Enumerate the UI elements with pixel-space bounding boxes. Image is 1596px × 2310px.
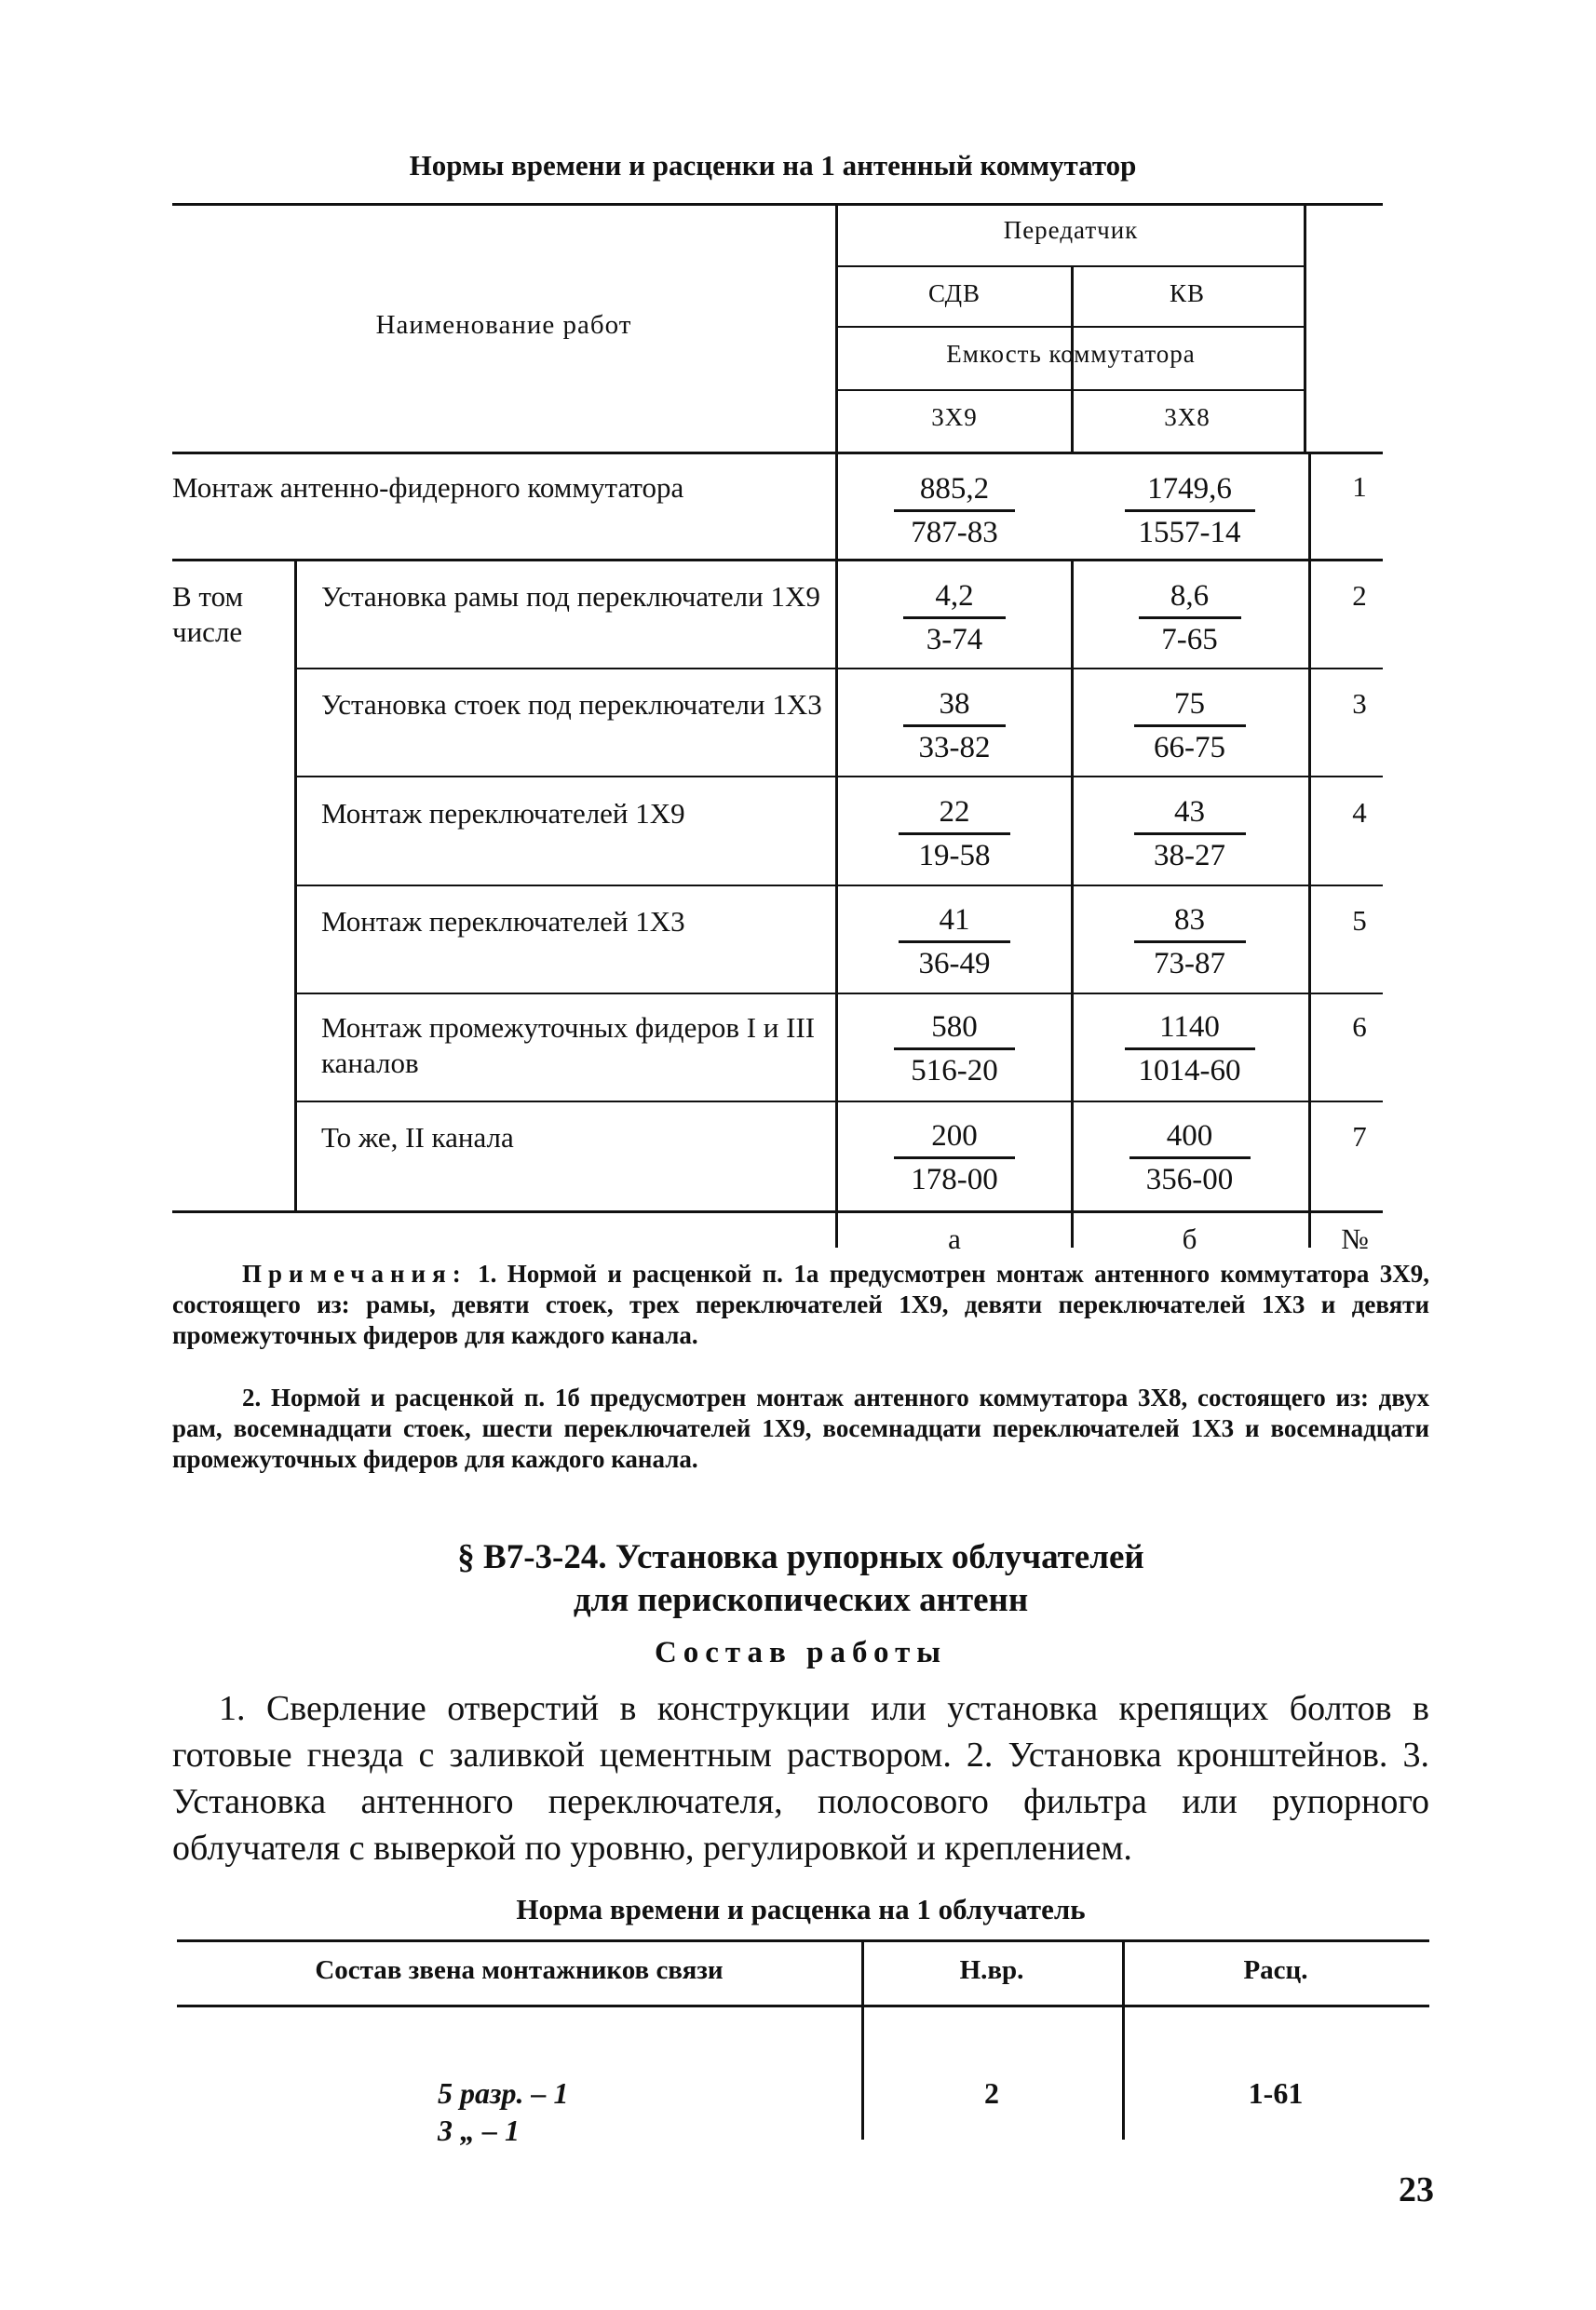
value-rate: 516-20 [911, 1054, 998, 1087]
table2-col2: Н.вр. [959, 1955, 1024, 1985]
fraction-bar [894, 509, 1015, 512]
value-rate: 33-82 [918, 731, 991, 764]
row-a [838, 685, 1071, 766]
table1-top-rule [172, 203, 1383, 206]
value-rate: 19-58 [918, 839, 991, 872]
table1-header-rule [172, 452, 1383, 454]
incl-label: В том числе [172, 580, 244, 648]
section-title-line2: для перископических антенн [573, 1581, 1029, 1619]
header-cap-a: 3Х9 [931, 403, 978, 431]
row-a [838, 901, 1071, 982]
header-work-name: Наименование работ [375, 310, 632, 340]
value-norm: 1140 [1159, 1010, 1220, 1044]
row-a [838, 793, 1071, 874]
fraction-bar [894, 1156, 1015, 1159]
fraction-bar [1129, 1156, 1251, 1159]
value-norm: 8,6 [1170, 579, 1210, 613]
row-number: 3 [1352, 687, 1367, 720]
fraction-bar [899, 940, 1010, 943]
table1-title: Нормы времени и расценки на 1 антенный коммутатор [409, 149, 1137, 182]
table2-col3: Расц. [1243, 1955, 1308, 1985]
notes-label: Примечания: [242, 1260, 467, 1288]
section-title-line1: § В7-3-24. Установка рупорных облучателей [457, 1538, 1144, 1576]
table2-title: Норма времени и расценка на 1 облучатель [516, 1893, 1086, 1925]
value-norm: 43 [1174, 795, 1205, 829]
table1-bottom-rule [172, 1210, 1383, 1213]
rule [1304, 205, 1306, 454]
row-number: 5 [1352, 904, 1367, 937]
row-a [838, 577, 1071, 658]
footer-b: б [1182, 1223, 1197, 1255]
table2-top-rule [177, 1939, 1429, 1942]
row-number: 2 [1352, 579, 1367, 612]
value-rate: 36-49 [918, 947, 991, 980]
rule [296, 1101, 1383, 1102]
value-norm: 400 [1166, 1119, 1213, 1153]
value-norm: 200 [931, 1119, 978, 1153]
fraction-bar [1134, 940, 1246, 943]
rule [296, 668, 1383, 669]
fraction-bar [903, 724, 1006, 727]
row-label: Монтаж переключателей 1Х3 [321, 905, 685, 938]
row-b [1071, 685, 1308, 766]
work-text: 1. Сверление отверстий в конструкции или установка крепящих болтов в готовые гнезда с заливкой цементным раствором. 2. Установка кронштейнов. 3. Установка антенного переключателя, полосового фильтра или рупорного облучателя с выверкой по уровню, регулировкой и креплением. [172, 1689, 1429, 1868]
row-number: 7 [1352, 1120, 1367, 1153]
value-norm: 75 [1174, 687, 1205, 721]
row-number: 1 [1352, 470, 1367, 503]
crew-line1: 5 разр. – 1 [438, 2076, 569, 2110]
row-a [838, 1117, 1071, 1198]
footer-a: а [948, 1223, 961, 1255]
value-rate: 66-75 [1154, 731, 1225, 764]
header-transmitter: Передатчик [1003, 216, 1139, 244]
value-rate: 3-74 [926, 623, 983, 656]
row-label: Установка стоек под переключатели 1Х3 [321, 688, 822, 721]
table2-norm: 2 [984, 2076, 999, 2110]
work-heading: Состав работы [654, 1636, 948, 1669]
row-b [1071, 577, 1308, 658]
header-sdv: СДВ [927, 279, 981, 307]
rule [296, 885, 1383, 886]
main-row-b [1071, 470, 1308, 551]
col-no-left-rule [1308, 454, 1311, 1248]
fraction-bar [1125, 509, 1255, 512]
row-b [1071, 1117, 1308, 1198]
table2-rate: 1-61 [1248, 2076, 1304, 2110]
fraction-bar [899, 832, 1010, 835]
fraction-bar [1139, 616, 1241, 619]
row-b [1071, 793, 1308, 874]
main-row-label: Монтаж антенно-фидерного коммутатора [172, 471, 684, 504]
value-norm: 22 [939, 795, 970, 829]
table2-header-rule [177, 2005, 1429, 2007]
note-1 [172, 1259, 1429, 1351]
rule [296, 993, 1383, 994]
value-rate: 356-00 [1145, 1163, 1234, 1196]
row-b [1071, 901, 1308, 982]
row-label: Установка рамы под переключатели 1Х9 [321, 580, 820, 613]
row-label: Монтаж переключателей 1Х9 [321, 797, 685, 830]
fraction-bar [903, 616, 1006, 619]
value-norm: 83 [1174, 903, 1205, 937]
value-norm: 38 [939, 687, 970, 721]
footer-no: № [1341, 1223, 1369, 1255]
rule [296, 776, 1383, 777]
value-rate: 1557-14 [1138, 516, 1241, 549]
row-label: Монтаж промежуточных фидеров I и III каналов [321, 1011, 816, 1079]
row-a [838, 1008, 1071, 1089]
value-rate: 38-27 [1154, 839, 1225, 872]
row-label: То же, II канала [321, 1121, 514, 1154]
rule [172, 559, 1383, 561]
crew-line2: 3 „ – 1 [438, 2114, 520, 2147]
fraction-bar [1134, 724, 1246, 727]
value-rate: 787-83 [911, 516, 998, 549]
note-1-text: 1. Нормой и расценкой п. 1а предусмотрен монтаж антенного коммутатора 3Х9, состоящего из: рамы, девяти стоек, трех переключателей 1Х9, девяти переключателей 1Х3 и девяти промежуточных фидеров для каждого канала. [172, 1260, 1429, 1349]
value-rate: 73-87 [1154, 947, 1225, 980]
incl-rule [294, 559, 297, 1210]
value-rate: 7-65 [1161, 623, 1218, 656]
table2-col1: Состав звена монтажников связи [315, 1955, 724, 1985]
value-norm: 1749,6 [1147, 472, 1232, 506]
fraction-bar [1134, 832, 1246, 835]
value-norm: 4,2 [935, 579, 974, 613]
header-cap-b: 3Х8 [1164, 403, 1211, 431]
value-norm: 41 [939, 903, 970, 937]
row-b [1071, 1008, 1308, 1089]
value-norm: 885,2 [919, 472, 990, 506]
fraction-bar [894, 1047, 1015, 1050]
header-kv: КВ [1169, 279, 1206, 307]
row-number: 6 [1352, 1010, 1367, 1043]
value-rate: 1014-60 [1138, 1054, 1241, 1087]
page-number: 23 [1399, 2170, 1434, 2209]
fraction-bar [1125, 1047, 1255, 1050]
note-2: 2. Нормой и расценкой п. 1б предусмотрен монтаж антенного коммутатора 3Х8, состоящего из: двух рам, восемнадцати стоек, шести переключателей 1Х9, восемнадцати переключателей 1Х3 и восемнадцати промежуточных фидеров для каждого канала. [172, 1384, 1429, 1473]
row-number: 4 [1352, 796, 1367, 829]
header-capacity: Емкость коммутатора [946, 340, 1196, 368]
main-row-a [838, 470, 1071, 551]
value-rate: 178-00 [911, 1163, 998, 1196]
value-norm: 580 [931, 1010, 978, 1044]
